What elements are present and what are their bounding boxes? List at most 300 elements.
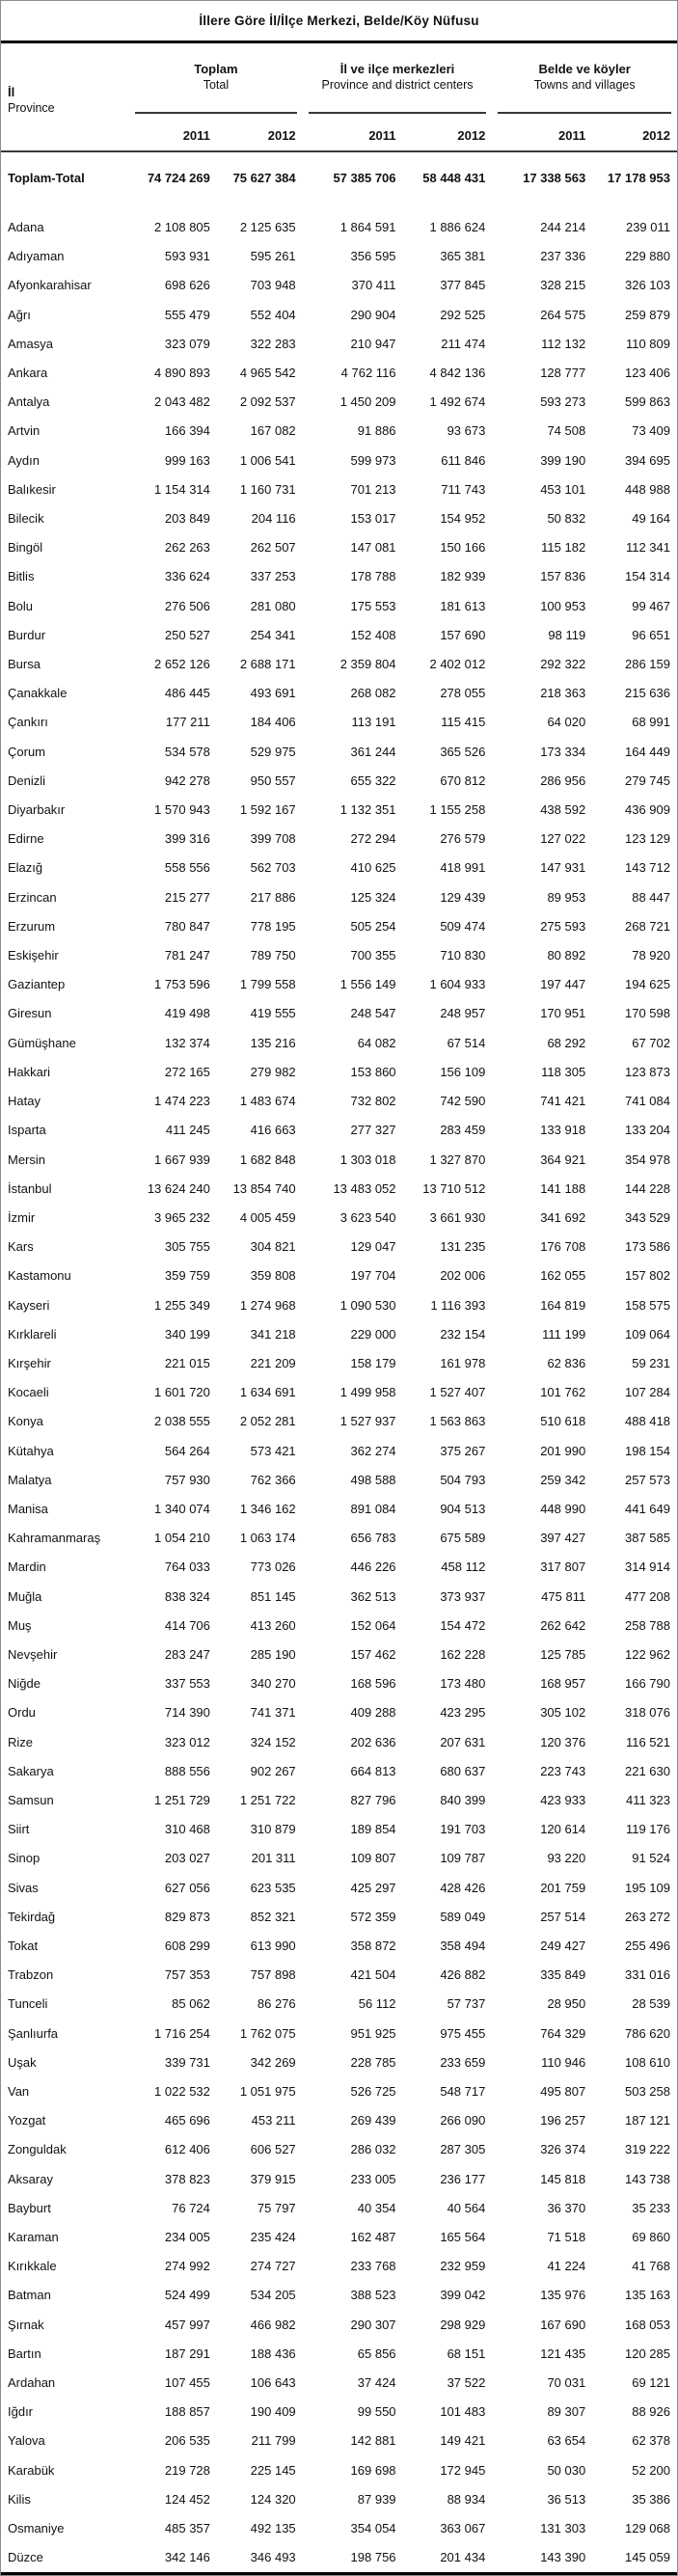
province-name: Diyarbakır (8, 802, 66, 818)
table-row (1, 1524, 677, 1553)
value-total-2011: 524 499 (164, 2288, 210, 2303)
province-name: Düzce (8, 2550, 43, 2565)
province-name: Bursa (8, 657, 41, 672)
value-villages-2012: 123 873 (625, 1064, 670, 1079)
value-villages-2011: 131 303 (540, 2521, 586, 2536)
value-centers-2012: 232 154 (440, 1326, 486, 1342)
value-total-2012: 279 982 (250, 1064, 296, 1079)
province-name: Adana (8, 220, 44, 234)
province-name: Denizli (8, 773, 46, 788)
table-row (1, 1583, 677, 1612)
value-villages-2011: 249 427 (540, 1938, 586, 1953)
value-centers-2011: 233 005 (350, 2171, 396, 2186)
value-centers-2012: 202 006 (440, 1268, 486, 1284)
value-villages-2011: 71 518 (547, 2230, 586, 2245)
table-row (1, 1087, 677, 1116)
value-centers-2011: 362 274 (350, 1443, 396, 1458)
value-centers-2011: 3 623 540 (339, 1209, 396, 1225)
value-total-2011: 399 316 (164, 831, 210, 847)
year-header-villages-2012: 2012 (592, 122, 677, 151)
column-header-province (1, 43, 129, 151)
province-name: Kırıkkale (8, 2259, 57, 2274)
value-centers-2012: 165 564 (440, 2230, 486, 2245)
table-row (1, 2223, 677, 2252)
value-villages-2012: 107 284 (625, 1385, 670, 1400)
value-total-2011: 942 278 (164, 773, 210, 788)
value-villages-2011: 264 575 (540, 307, 586, 322)
value-centers-2011: 421 504 (350, 1967, 396, 1983)
value-centers-2011: 37 424 (357, 2375, 396, 2391)
value-villages-2011: 317 807 (540, 1559, 586, 1575)
province-name: Bartın (8, 2346, 41, 2361)
province-name: Adıyaman (8, 249, 65, 264)
value-centers-2012: 504 793 (440, 1472, 486, 1487)
province-name: Kayseri (8, 1297, 50, 1313)
value-centers-2012: 131 235 (440, 1239, 486, 1255)
value-villages-2011: 89 307 (547, 2404, 586, 2420)
table-row (1, 1146, 677, 1175)
value-total-2012: 262 507 (250, 540, 296, 556)
value-total-2011: 188 857 (164, 2404, 210, 2420)
value-villages-2011: 196 257 (540, 2113, 586, 2129)
value-villages-2011: 423 933 (540, 1792, 586, 1807)
value-centers-2011: 4 762 116 (340, 366, 396, 381)
value-total-2012: 1 483 674 (239, 1094, 296, 1109)
value-centers-2012: 509 474 (440, 918, 486, 934)
value-centers-2011: 269 439 (350, 2113, 396, 2129)
group-villages-label-en: Towns and villages (533, 78, 636, 92)
value-villages-2012: 168 053 (625, 2317, 670, 2332)
table-row (1, 941, 677, 970)
table-row (1, 213, 677, 242)
value-centers-2012: 287 305 (440, 2142, 486, 2157)
value-centers-2011: 152 408 (350, 627, 396, 642)
province-name: Yozgat (8, 2113, 46, 2129)
value-centers-2012: 3 661 930 (429, 1209, 486, 1225)
value-villages-2012: 123 129 (625, 831, 670, 847)
province-name: Çorum (8, 744, 46, 759)
province-name: Tekirdağ (8, 1909, 56, 1924)
value-total-2012: 419 555 (250, 1006, 296, 1021)
value-total-2011: 419 498 (164, 1006, 210, 1021)
value-centers-2011: 64 082 (357, 1035, 396, 1050)
value-centers-2011: 129 047 (350, 1239, 396, 1255)
value-villages-2011: 36 370 (547, 2200, 586, 2215)
value-total-2012: 304 821 (250, 1239, 296, 1255)
value-total-2012: 322 283 (250, 336, 296, 351)
table-row (1, 854, 677, 882)
value-total-2012: 124 320 (250, 2491, 296, 2507)
province-name: Elazığ (8, 860, 43, 876)
value-villages-2011: 120 614 (540, 1822, 586, 1837)
value-villages-2012: 741 084 (625, 1094, 670, 1109)
table-row (1, 1261, 677, 1290)
value-total-2012: 741 371 (250, 1705, 296, 1721)
value-villages-2011: 262 642 (540, 1617, 586, 1633)
value-centers-2011: 147 081 (350, 540, 396, 556)
column-group-total (129, 43, 303, 122)
value-villages-2011: 36 513 (547, 2491, 586, 2507)
value-centers-2011: 175 553 (350, 598, 396, 613)
table-row (1, 796, 677, 825)
value-total-2012: 340 270 (250, 1676, 296, 1692)
value-villages-2011: 510 618 (540, 1414, 586, 1429)
value-villages-2011: 101 762 (540, 1385, 586, 1400)
value-centers-2012: 458 112 (441, 1559, 486, 1575)
table-row (1, 359, 677, 388)
value-villages-2012: 394 695 (625, 452, 670, 468)
value-villages-2012: 123 406 (625, 366, 670, 381)
table-row (1, 650, 677, 679)
value-centers-2012: 377 845 (440, 278, 486, 293)
value-centers-2011: 656 783 (350, 1531, 396, 1546)
value-centers-2011: 178 788 (350, 569, 396, 584)
value-centers-2012: 680 637 (440, 1763, 486, 1778)
value-villages-2012: 318 076 (625, 1705, 670, 1721)
value-villages-2011: 197 447 (540, 977, 586, 992)
province-name: Erzincan (8, 889, 57, 905)
value-villages-2011: 100 953 (540, 598, 586, 613)
value-total-2012: 1 274 968 (239, 1297, 296, 1313)
value-total-2012: 188 436 (250, 2346, 296, 2361)
value-total-2012: 1 006 541 (239, 452, 296, 468)
value-villages-2011: 133 918 (540, 1123, 586, 1138)
total-row-label: Toplam-Total (8, 171, 85, 185)
table-row (1, 2543, 677, 2572)
value-villages-2012: 268 721 (625, 918, 670, 934)
value-total-2012: 552 404 (250, 307, 296, 322)
value-centers-2012: 115 415 (441, 715, 486, 730)
value-centers-2012: 423 295 (440, 1705, 486, 1721)
value-centers-2012: 37 522 (447, 2375, 486, 2391)
value-villages-2011: 64 020 (547, 715, 586, 730)
value-villages-2011: 115 182 (541, 540, 586, 556)
value-total-2012: 274 727 (250, 2259, 296, 2274)
value-total-2011: 283 247 (164, 1646, 210, 1662)
table-row (1, 999, 677, 1028)
value-centers-2012: 156 109 (440, 1064, 486, 1079)
table-row (1, 417, 677, 446)
value-total-2012: 254 341 (250, 627, 296, 642)
province-name: Osmaniye (8, 2521, 65, 2536)
value-villages-2011: 118 305 (541, 1064, 586, 1079)
value-villages-2011: 257 514 (540, 1909, 586, 1924)
value-villages-2011: 50 832 (547, 511, 586, 527)
value-villages-2012: 143 738 (625, 2171, 670, 2186)
table-row (1, 738, 677, 767)
table-row (1, 825, 677, 854)
value-total-2011: 558 556 (164, 860, 210, 876)
table-row (1, 1757, 677, 1786)
value-total-2012: 184 406 (250, 715, 296, 730)
value-villages-2011: 438 592 (540, 802, 586, 818)
value-centers-2012: 172 945 (440, 2462, 486, 2478)
province-name: Çanakkale (8, 686, 68, 701)
value-total-2012: 4 005 459 (239, 1209, 296, 1225)
table-row (1, 242, 677, 271)
value-centers-2012: 1 492 674 (429, 394, 486, 410)
value-villages-2011: 397 427 (540, 1531, 586, 1546)
table-row (1, 388, 677, 417)
total-row (1, 151, 677, 213)
value-centers-2012: 4 842 136 (429, 366, 486, 381)
province-name: Sakarya (8, 1763, 54, 1778)
value-centers-2011: 56 112 (358, 1996, 396, 2012)
value-villages-2012: 198 154 (625, 1443, 670, 1458)
province-name: Van (8, 2084, 30, 2099)
value-villages-2011: 110 946 (541, 2054, 586, 2070)
value-villages-2012: 158 575 (625, 1297, 670, 1313)
value-centers-2011: 229 000 (350, 1326, 396, 1342)
value-total-2012: 167 082 (250, 423, 296, 439)
value-total-2011: 838 324 (164, 1588, 210, 1604)
value-villages-2012: 157 802 (625, 1268, 670, 1284)
value-total-2011: 414 706 (164, 1617, 210, 1633)
value-villages-2012: 263 272 (625, 1909, 670, 1924)
value-total-2012: 606 527 (250, 2142, 296, 2157)
value-villages-2012: 88 447 (632, 889, 670, 905)
table-row (1, 2252, 677, 2281)
table-row (1, 504, 677, 533)
value-centers-2012: 611 846 (441, 452, 486, 468)
value-villages-2011: 218 363 (540, 686, 586, 701)
value-villages-2012: 448 988 (625, 481, 670, 497)
value-total-2011: 1 667 939 (154, 1152, 210, 1167)
value-villages-2011: 135 976 (540, 2288, 586, 2303)
value-total-2012: 285 190 (250, 1646, 296, 1662)
value-villages-2011: 201 759 (540, 1880, 586, 1895)
table-row (1, 1291, 677, 1320)
table-row (1, 912, 677, 941)
value-villages-2012: 52 200 (632, 2462, 670, 2478)
value-total-2011: 305 755 (164, 1239, 210, 1255)
group-total-label-en: Total (203, 78, 230, 92)
province-name: Mardin (8, 1559, 46, 1575)
value-centers-2011: 40 354 (357, 2200, 396, 2215)
value-villages-2011: 167 690 (540, 2317, 586, 2332)
value-centers-2011: 655 322 (350, 773, 396, 788)
bottom-rule (1, 2572, 677, 2575)
value-total-2012: 453 211 (251, 2113, 296, 2129)
value-centers-2012: 365 526 (440, 744, 486, 759)
province-name: Ardahan (8, 2375, 56, 2391)
value-villages-2011: 399 190 (540, 452, 586, 468)
value-total-2012: 359 808 (250, 1268, 296, 1284)
value-centers-2011: 87 939 (357, 2491, 396, 2507)
value-centers-2012: 157 690 (440, 627, 486, 642)
value-total-2012: 466 982 (250, 2317, 296, 2332)
value-centers-2012: 373 937 (440, 1588, 486, 1604)
value-total-2011: 124 452 (164, 2491, 210, 2507)
province-name: Malatya (8, 1472, 52, 1487)
value-total-2011: 612 406 (164, 2142, 210, 2157)
value-total-2012: 337 253 (250, 569, 296, 584)
value-total-2012: 573 421 (250, 1443, 296, 1458)
value-centers-2012: 150 166 (440, 540, 486, 556)
value-centers-2012: 548 717 (440, 2084, 486, 2099)
value-centers-2011: 701 213 (350, 481, 396, 497)
province-name: Aksaray (8, 2171, 53, 2186)
value-villages-2012: 477 208 (625, 1588, 670, 1604)
value-centers-2012: 1 604 933 (429, 977, 486, 992)
value-total-2012: 416 663 (250, 1123, 296, 1138)
value-centers-2011: 664 813 (350, 1763, 396, 1778)
value-villages-2011: 286 956 (540, 773, 586, 788)
value-villages-2011: 93 220 (547, 1851, 586, 1866)
value-villages-2011: 112 132 (541, 336, 586, 351)
value-total-2011: 262 263 (164, 540, 210, 556)
value-villages-2011: 70 031 (547, 2375, 586, 2391)
table-row (1, 708, 677, 737)
province-name: Bayburt (8, 2200, 51, 2215)
value-centers-2012: 358 494 (440, 1938, 486, 1953)
value-centers-2012: 292 525 (440, 307, 486, 322)
table-row (1, 1786, 677, 1815)
value-total-2011: 1 601 720 (154, 1385, 210, 1400)
value-centers-2011: 153 860 (350, 1064, 396, 1079)
value-total-2011: 714 390 (164, 1705, 210, 1721)
value-total-2012: 493 691 (250, 686, 296, 701)
value-total-2012: 225 145 (250, 2462, 296, 2478)
value-villages-2011: 74 508 (547, 423, 586, 439)
value-centers-2011: 202 636 (350, 1734, 396, 1749)
value-villages-2012: 41 768 (632, 2259, 670, 2274)
table-row (1, 1553, 677, 1582)
value-total-2012: 379 915 (250, 2171, 296, 2186)
table-row (1, 301, 677, 330)
population-data-table (1, 43, 677, 2572)
value-total-2012: 221 209 (250, 1355, 296, 1370)
province-name: Burdur (8, 627, 46, 642)
value-centers-2012: 149 421 (440, 2433, 486, 2449)
value-centers-2012: 904 513 (440, 1501, 486, 1516)
value-villages-2012: 257 573 (625, 1472, 670, 1487)
value-centers-2011: 358 872 (350, 1938, 396, 1953)
table-row (1, 2020, 677, 2048)
value-total-2011: 177 211 (165, 715, 210, 730)
province-name: Batman (8, 2288, 51, 2303)
value-total-2012: 529 975 (250, 744, 296, 759)
value-total-2011: 764 033 (164, 1559, 210, 1575)
province-name: Uşak (8, 2054, 37, 2070)
province-name: Iğdır (8, 2404, 34, 2420)
value-total-2012: 2 125 635 (239, 220, 296, 234)
value-total-2011: 780 847 (164, 918, 210, 934)
province-name: Muş (8, 1617, 32, 1633)
value-villages-2012: 343 529 (625, 1209, 670, 1225)
value-villages-2012: 28 539 (632, 1996, 670, 2012)
province-name: Bingöl (8, 540, 43, 556)
value-total-2012: 201 311 (251, 1851, 296, 1866)
group-centers-label-tr: İl ve ilçe merkezleri (339, 62, 455, 76)
table-row (1, 1903, 677, 1932)
province-name: Kırklareli (8, 1326, 57, 1342)
value-centers-2011: 354 054 (350, 2521, 396, 2536)
value-total-2011: 4 890 893 (154, 366, 210, 381)
table-row (1, 1669, 677, 1698)
value-centers-2011: 286 032 (350, 2142, 396, 2157)
value-villages-2012: 99 467 (632, 598, 670, 613)
value-total-2012: 1 762 075 (239, 2025, 296, 2041)
value-total-2012: 623 535 (250, 1880, 296, 1895)
value-villages-2012: 35 233 (632, 2200, 670, 2215)
value-villages-2011: 237 336 (540, 249, 586, 264)
value-total-2011: 187 291 (164, 2346, 210, 2361)
value-total-2011: 221 015 (164, 1355, 210, 1370)
value-centers-2012: 248 957 (440, 1006, 486, 1021)
table-row (1, 883, 677, 912)
value-villages-2012: 503 258 (625, 2084, 670, 2099)
value-villages-2011: 364 921 (540, 1152, 586, 1167)
table-row (1, 1932, 677, 1961)
value-villages-2012: 166 790 (625, 1676, 670, 1692)
column-group-villages (492, 43, 677, 122)
value-centers-2012: 365 381 (440, 249, 486, 264)
value-centers-2012: 1 563 863 (429, 1414, 486, 1429)
value-centers-2011: 198 756 (350, 2550, 396, 2565)
value-total-2011: 1 251 729 (154, 1792, 210, 1807)
value-total-2011: 2 652 126 (154, 657, 210, 672)
province-name: Kütahya (8, 1443, 54, 1458)
province-name: Ankara (8, 366, 48, 381)
value-villages-2012: 411 323 (625, 1792, 670, 1807)
value-total-2011: 274 992 (164, 2259, 210, 2274)
table-row (1, 2106, 677, 2135)
value-centers-2012: 57 737 (447, 1996, 486, 2012)
province-name: Tunceli (8, 1996, 48, 2012)
value-villages-2011: 98 119 (548, 627, 586, 642)
group-centers-label-en: Province and district centers (321, 78, 474, 92)
value-villages-2011: 201 990 (540, 1443, 586, 1458)
value-total-2012: 1 346 162 (239, 1501, 296, 1516)
table-row (1, 1204, 677, 1233)
value-centers-2011: 290 307 (350, 2317, 396, 2332)
value-total-2011: 627 056 (164, 1880, 210, 1895)
value-total-2011: 378 823 (164, 2171, 210, 2186)
year-header-centers-2012: 2012 (403, 122, 493, 151)
value-centers-2011: 1 090 530 (339, 1297, 396, 1313)
value-villages-2012: 187 121 (625, 2113, 670, 2129)
value-centers-2012: 426 882 (440, 1967, 486, 1983)
table-row (1, 1961, 677, 1990)
value-total-2012: 86 276 (257, 1996, 296, 2012)
value-centers-2011: 2 359 804 (339, 657, 396, 672)
value-centers-2011: 157 462 (350, 1646, 396, 1662)
value-villages-2012: 67 702 (632, 1035, 670, 1050)
value-total-2012: 762 366 (250, 1472, 296, 1487)
province-name: Hakkari (8, 1064, 51, 1079)
value-villages-2012: 49 164 (632, 511, 670, 527)
value-centers-2011: 277 327 (350, 1123, 396, 1138)
value-villages-2011: 335 849 (540, 1967, 586, 1983)
value-total-2011: 132 374 (164, 1035, 210, 1050)
value-centers-2011: 700 355 (350, 948, 396, 963)
value-villages-2012: 229 880 (625, 249, 670, 264)
value-villages-2012: 154 314 (625, 569, 670, 584)
value-total-2012: 413 260 (250, 1617, 296, 1633)
value-centers-2011: 233 768 (350, 2259, 396, 2274)
value-villages-2011: 448 990 (540, 1501, 586, 1516)
value-villages-2011: 143 390 (540, 2550, 586, 2565)
province-name: Bitlis (8, 569, 35, 584)
value-total-2012: 778 195 (250, 918, 296, 934)
value-centers-2012: 88 934 (447, 2491, 486, 2507)
value-centers-2011: 362 513 (350, 1588, 396, 1604)
value-villages-2012: 258 788 (625, 1617, 670, 1633)
table-row (1, 475, 677, 504)
value-centers-2012: 840 399 (440, 1792, 486, 1807)
table-row (1, 679, 677, 708)
